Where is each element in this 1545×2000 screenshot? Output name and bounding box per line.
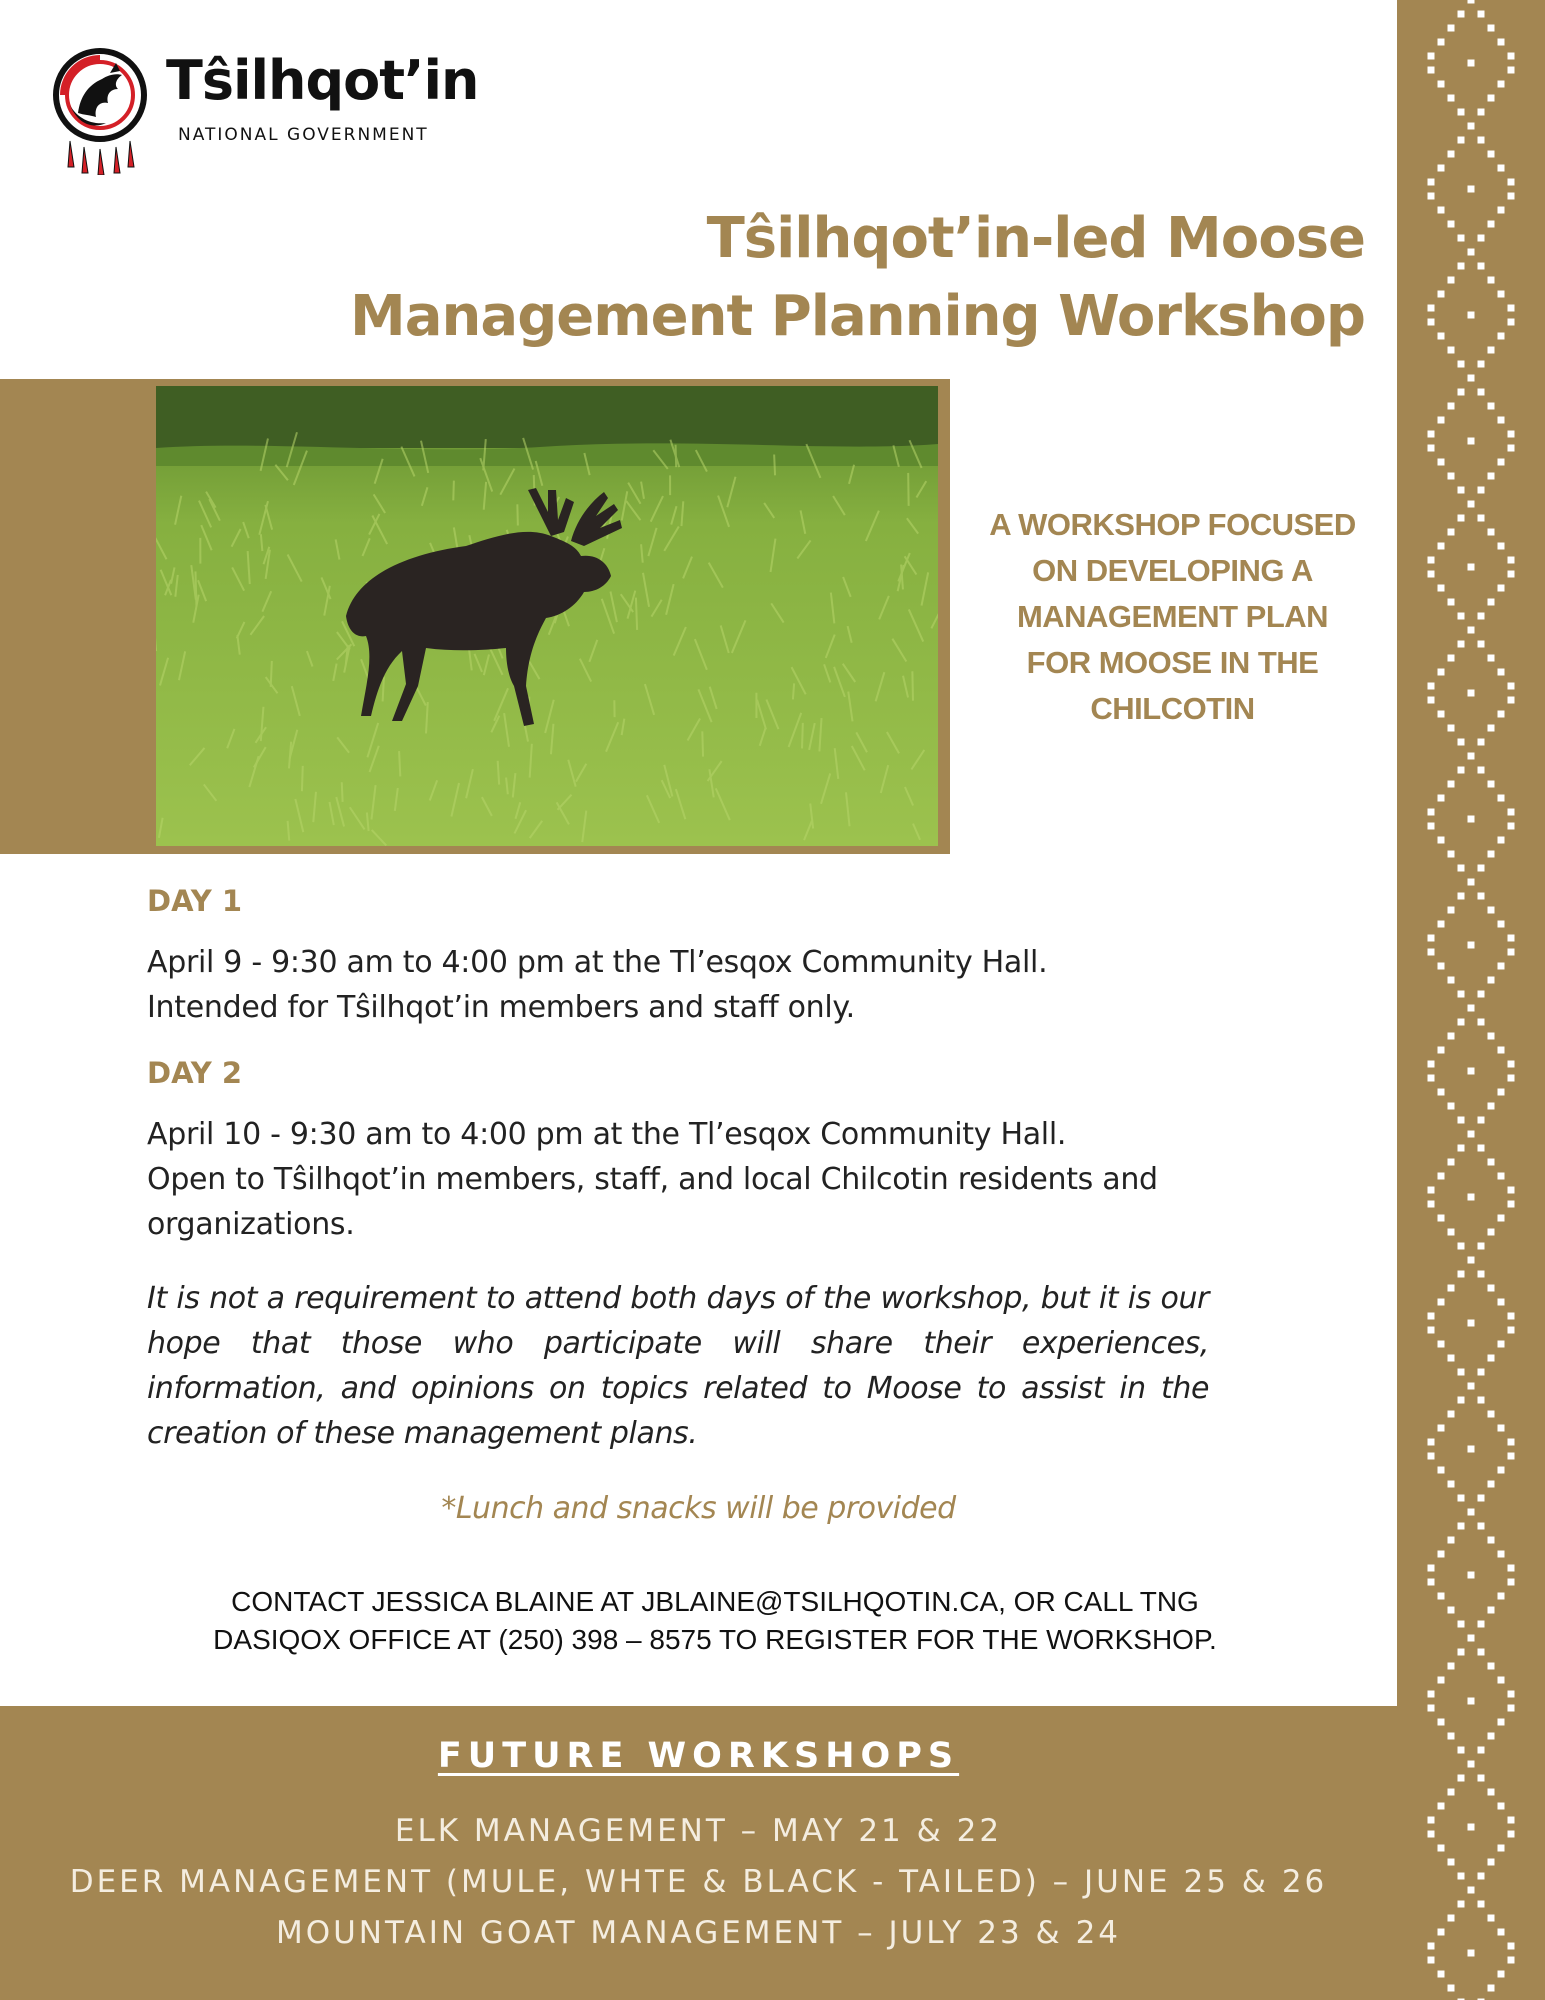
tagline-line: FOR MOOSE IN THE — [1026, 645, 1319, 680]
title-line-2: Management Planning Workshop — [350, 284, 1365, 349]
day1-line: Intended for Tŝilhqot’in members and staff only. — [147, 990, 855, 1025]
day2-line: April 10 - 9:30 am to 4:00 pm at the Tl’esqox Community Hall. — [147, 1117, 1067, 1152]
tagline-line: ON DEVELOPING A — [1032, 553, 1313, 588]
attendance-note: It is not a requirement to attend both days of the workshop, but it is our hope that those who participate will share their experiences, information, and opinions on topics related to Moose to assist in the creation of these management plans. — [147, 1281, 1209, 1451]
contact-info — [0, 1583, 1430, 1659]
day1-heading: DAY 1 — [147, 884, 243, 918]
logo-name: Tŝilhqot’in — [166, 49, 479, 112]
day2-details — [147, 1112, 1287, 1247]
day2-heading: DAY 2 — [147, 1056, 243, 1090]
title-line-1: Tŝilhqot’in-led Moose — [706, 206, 1365, 271]
logo-subtitle: NATIONAL GOVERNMENT — [178, 125, 429, 145]
future-workshops-heading — [0, 1736, 1397, 1776]
day1-details — [147, 940, 1287, 1030]
future-workshop-item: DEER MANAGEMENT (MULE, WHTE & BLACK - TAILED) – JUNE 25 & 26 — [69, 1864, 1328, 1900]
logo — [50, 45, 480, 180]
beaded-diamond-pattern-icon — [1397, 0, 1545, 2000]
moose-in-grass-photo-icon — [156, 386, 938, 846]
day2-line: organizations. — [147, 1207, 355, 1242]
moose-photo — [156, 386, 938, 846]
contact-line: CONTACT JESSICA BLAINE AT JBLAINE@TSILHQOTIN.CA, OR CALL TNG — [231, 1586, 1199, 1617]
decorative-border — [1397, 0, 1545, 2000]
future-workshops-list — [0, 1806, 1397, 1959]
future-workshop-item: MOUNTAIN GOAT MANAGEMENT – JULY 23 & 24 — [275, 1915, 1122, 1951]
future-workshop-item: ELK MANAGEMENT – MAY 21 & 22 — [394, 1813, 1003, 1849]
day1-line: April 9 - 9:30 am to 4:00 pm at the Tl’esqox Community Hall. — [147, 945, 1048, 980]
workshop-tagline — [970, 502, 1375, 732]
future-workshops-title: FUTURE WORKSHOPS — [437, 1736, 960, 1776]
tagline-line: MANAGEMENT PLAN — [1016, 599, 1329, 634]
lunch-note: *Lunch and snacks will be provided — [441, 1491, 956, 1526]
tagline-line: CHILCOTIN — [1090, 691, 1255, 726]
day2-line: Open to Tŝilhqot’in members, staff, and local Chilcotin residents and — [147, 1162, 1158, 1197]
dreamcatcher-logo-icon — [50, 45, 155, 175]
page-title — [350, 200, 1365, 356]
tagline-line: A WORKSHOP FOCUSED — [989, 507, 1356, 542]
contact-line: DASIQOX OFFICE AT (250) 398 – 8575 TO REGISTER FOR THE WORKSHOP. — [213, 1624, 1217, 1655]
